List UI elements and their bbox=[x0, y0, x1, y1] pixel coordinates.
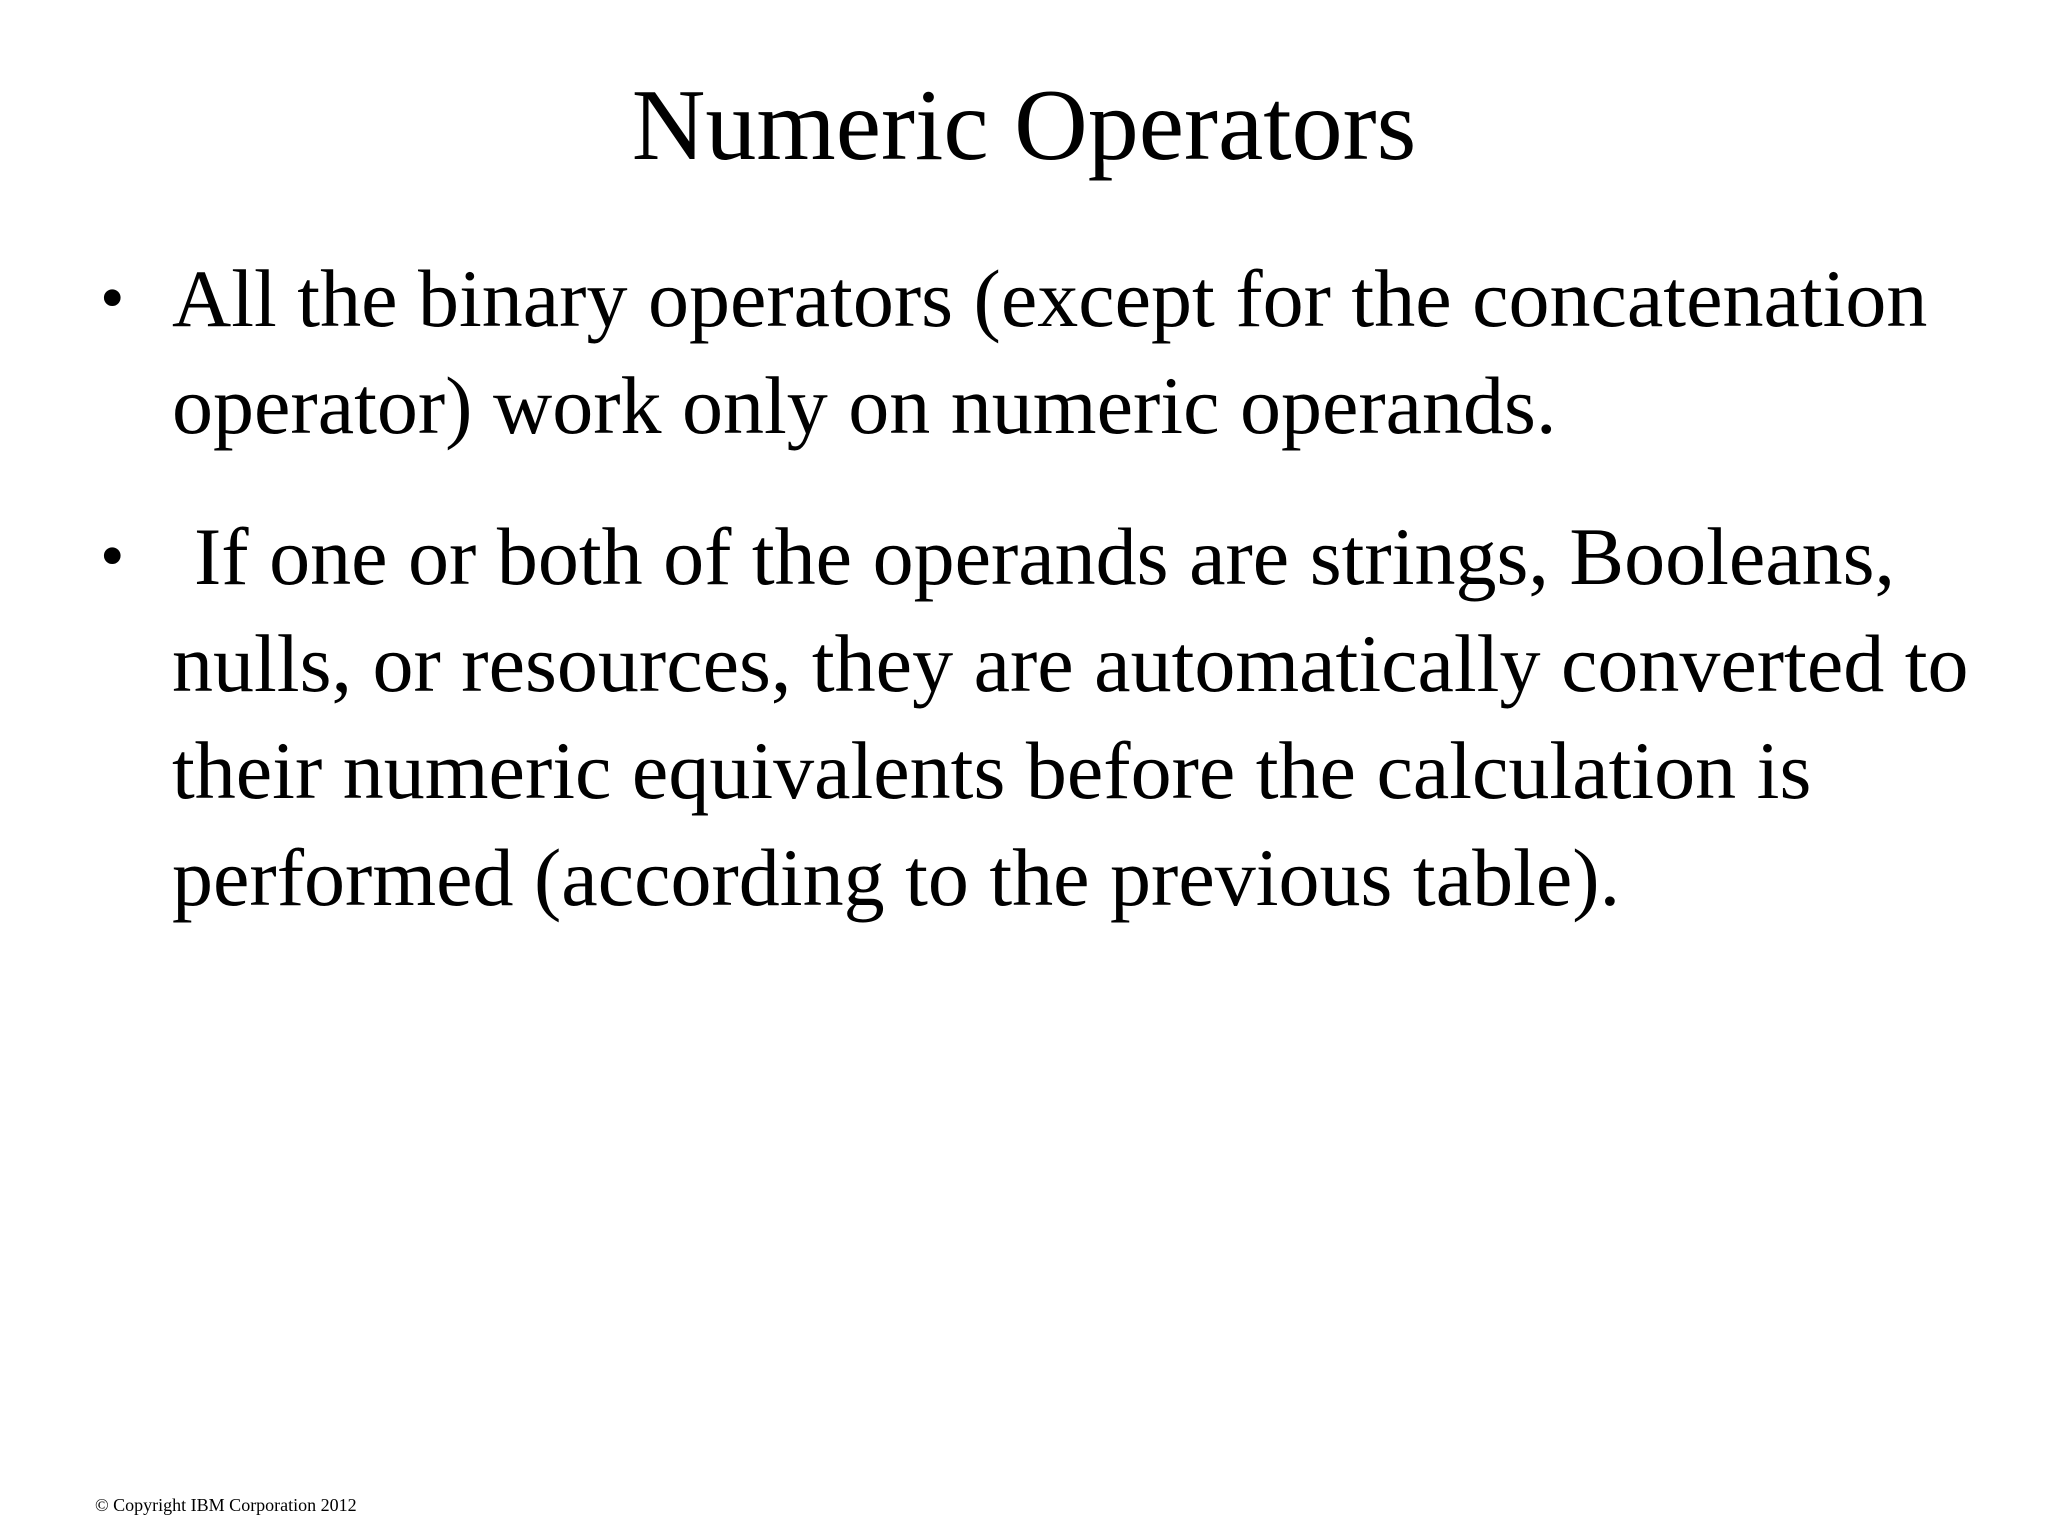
bullet-text: All the binary operators (except for the concatenation operator) work only on numeric operands. bbox=[172, 253, 1948, 451]
bullet-icon: • bbox=[100, 518, 125, 595]
copyright-footer: © Copyright IBM Corporation 2012 bbox=[95, 1495, 357, 1515]
bullet-item bbox=[100, 503, 1990, 931]
bullet-text bbox=[172, 503, 1990, 931]
bullet-list bbox=[100, 245, 1990, 975]
slide-title: Numeric Operators bbox=[631, 69, 1417, 182]
bullet-item bbox=[100, 245, 1980, 459]
bullet-icon: • bbox=[100, 260, 125, 337]
bullet-text-content: If one or both of the operands are strings, Booleans, nulls, or resources, they are automatically converted to their numeric equivalents before the calculation is performed (according to the previous table). bbox=[172, 511, 1990, 923]
